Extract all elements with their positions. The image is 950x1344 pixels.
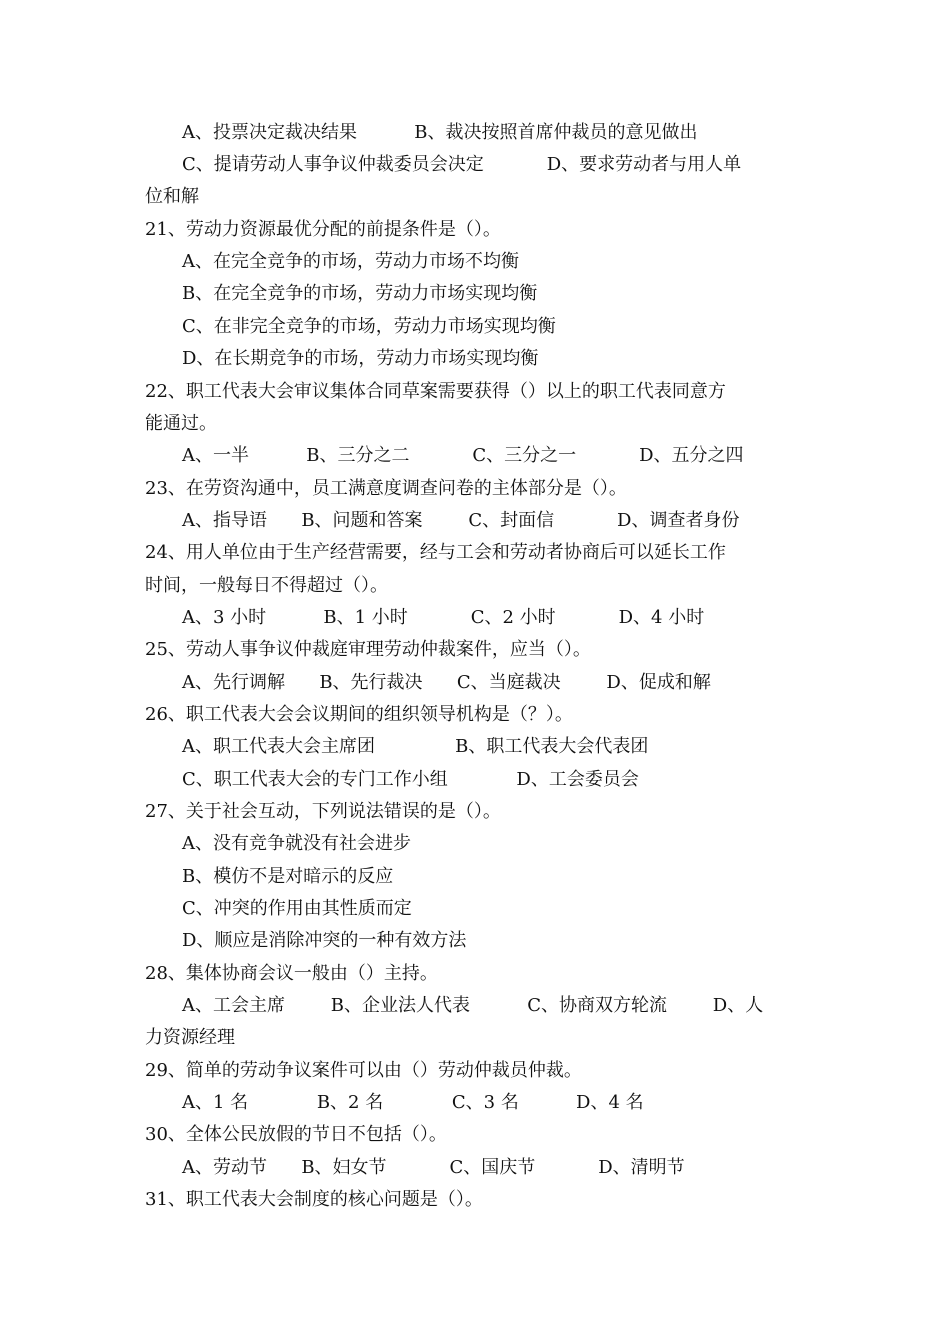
option-21-c: C、在非完全竞争的市场，劳动力市场实现均衡 xyxy=(182,316,556,337)
options-28-cont: 力资源经理 xyxy=(145,1027,235,1048)
options-26-cd: C、职工代表大会的专门工作小组 D、工会委员会 xyxy=(182,769,639,790)
option-line-20-ab: A、投票决定裁决结果 B、裁决按照首席仲裁员的意见做出 xyxy=(182,122,698,143)
option-line-20-d-cont: 位和解 xyxy=(145,186,199,207)
options-22: A、一半 B、三分之二 C、三分之一 D、五分之四 xyxy=(182,445,744,466)
option-27-d: D、顺应是消除冲突的一种有效方法 xyxy=(182,930,467,951)
options-25: A、先行调解 B、先行裁决 C、当庭裁决 D、促成和解 xyxy=(182,672,711,693)
question-26: 26、职工代表大会会议期间的组织领导机构是（？）。 xyxy=(145,704,573,725)
question-21: 21、劳动力资源最优分配的前提条件是（）。 xyxy=(145,219,501,240)
question-23: 23、在劳资沟通中，员工满意度调查问卷的主体部分是（）。 xyxy=(145,478,627,499)
option-21-b: B、在完全竞争的市场，劳动力市场实现均衡 xyxy=(182,283,538,304)
question-28: 28、集体协商会议一般由（）主持。 xyxy=(145,963,438,984)
options-30: A、劳动节 B、妇女节 C、国庆节 D、清明节 xyxy=(182,1157,685,1178)
question-22: 22、职工代表大会审议集体合同草案需要获得（）以上的职工代表同意方 xyxy=(145,381,726,402)
options-28: A、工会主席 B、企业法人代表 C、协商双方轮流 D、人 xyxy=(182,995,764,1016)
question-24: 24、用人单位由于生产经营需要，经与工会和劳动者协商后可以延长工作 xyxy=(145,542,726,563)
question-22-cont: 能通过。 xyxy=(145,413,217,434)
question-27: 27、关于社会互动，下列说法错误的是（）。 xyxy=(145,801,501,822)
options-26-ab: A、职工代表大会主席团 B、职工代表大会代表团 xyxy=(182,736,649,757)
option-line-20-cd: C、提请劳动人事争议仲裁委员会决定 D、要求劳动者与用人单 xyxy=(182,154,742,175)
option-27-a: A、没有竞争就没有社会进步 xyxy=(182,833,411,854)
option-21-a: A、在完全竞争的市场，劳动力市场不均衡 xyxy=(182,251,519,272)
question-31: 31、职工代表大会制度的核心问题是（）。 xyxy=(145,1189,483,1210)
options-23: A、指导语 B、问题和答案 C、封面信 D、调查者身份 xyxy=(182,510,740,531)
option-27-c: C、冲突的作用由其性质而定 xyxy=(182,898,412,919)
option-21-d: D、在长期竞争的市场，劳动力市场实现均衡 xyxy=(182,348,539,369)
options-29: A、1 名 B、2 名 C、3 名 D、4 名 xyxy=(182,1092,644,1113)
option-27-b: B、模仿不是对暗示的反应 xyxy=(182,866,394,887)
question-24-cont: 时间，一般每日不得超过（）。 xyxy=(145,575,388,596)
question-29: 29、简单的劳动争议案件可以由（）劳动仲裁员仲裁。 xyxy=(145,1060,582,1081)
options-24: A、3 小时 B、1 小时 C、2 小时 D、4 小时 xyxy=(182,607,705,628)
question-25: 25、劳动人事争议仲裁庭审理劳动仲裁案件，应当（）。 xyxy=(145,639,591,660)
question-30: 30、全体公民放假的节日不包括（）。 xyxy=(145,1124,447,1145)
